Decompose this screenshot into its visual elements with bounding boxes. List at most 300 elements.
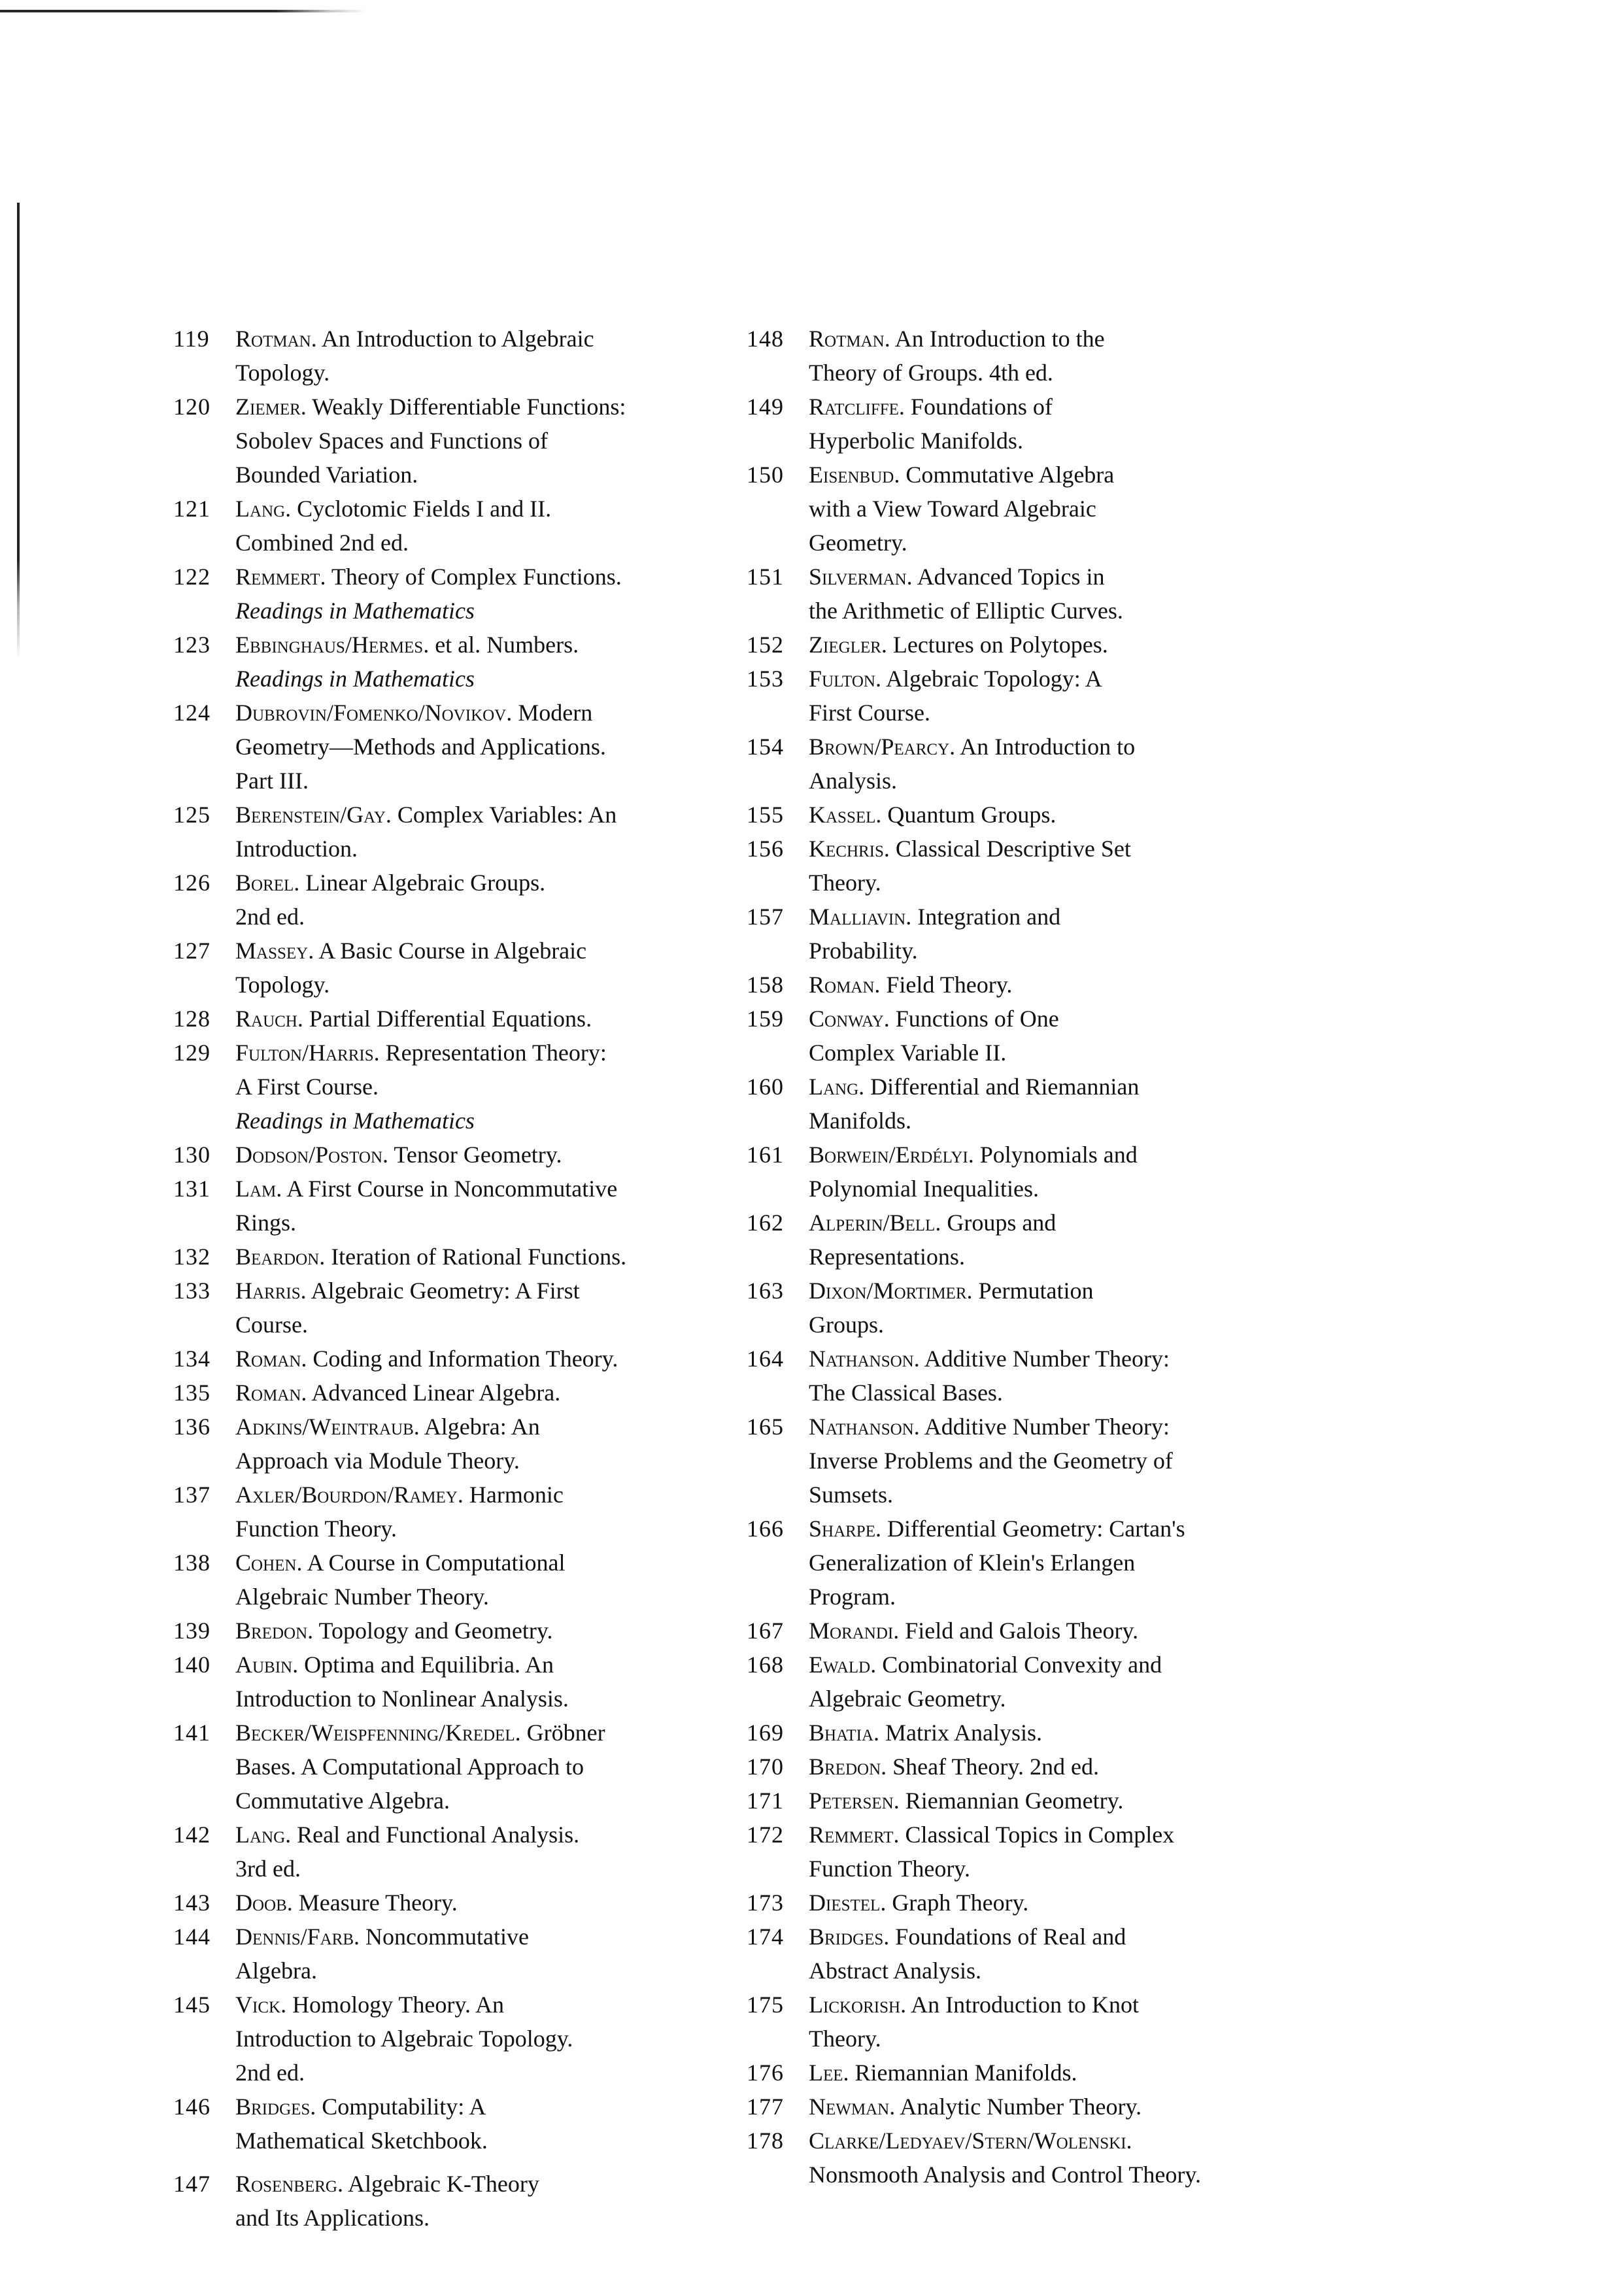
entry-author: Morandi	[809, 1618, 894, 1644]
entry-line	[235, 1648, 736, 1682]
author-period: .	[354, 1924, 366, 1950]
series-entry	[747, 1206, 1309, 1274]
entry-title-text: Riemannian Geometry.	[905, 1788, 1124, 1814]
entry-line: Geometry—Methods and Applications.	[235, 734, 606, 760]
series-entry	[173, 1614, 736, 1648]
entry-number: 162	[747, 1210, 784, 1236]
author-period: .	[875, 666, 886, 692]
entry-number: 168	[747, 1652, 784, 1678]
author-period: .	[874, 972, 887, 998]
entry-author: Ratcliffe	[809, 394, 899, 420]
entry-line: Algebraic Number Theory.	[235, 1584, 489, 1610]
author-period: .	[913, 1414, 924, 1440]
entry-line	[235, 2090, 736, 2124]
entry-line	[809, 1070, 1309, 1104]
entry-author: Harris	[235, 1278, 301, 1304]
series-entry	[173, 2090, 736, 2158]
entry-number: 166	[747, 1516, 784, 1542]
entry-title-text: Homology Theory. An	[292, 1992, 505, 2018]
entry-author: Rotman	[235, 326, 311, 352]
entry-line	[235, 322, 736, 356]
author-period: .	[893, 1788, 905, 1814]
entry-line	[809, 1886, 1309, 1920]
scan-edge-mark	[17, 203, 20, 660]
entry-author: Lang	[235, 1822, 286, 1848]
entry-text	[235, 2090, 736, 2158]
entry-line: Part III.	[235, 768, 309, 794]
entry-line: Abstract Analysis.	[809, 1958, 981, 1984]
entry-author: Lang	[809, 1074, 859, 1100]
entry-author: Dixon/Mortimer	[809, 1278, 967, 1304]
series-entry	[173, 1376, 736, 1410]
author-period: .	[893, 1822, 905, 1848]
entry-text	[235, 1716, 736, 1818]
entry-number: 174	[747, 1924, 784, 1950]
author-period: .	[880, 1890, 892, 1916]
entry-title-text: Weakly Differentiable Functions:	[312, 394, 626, 420]
entry-number: 173	[747, 1890, 784, 1916]
series-entry	[747, 900, 1309, 968]
entry-author: Roman	[809, 972, 875, 998]
entry-line	[235, 628, 736, 662]
entry-title-text: Computability: A	[322, 2094, 486, 2120]
author-period: .	[373, 1040, 386, 1066]
entry-line: Algebra.	[235, 1958, 317, 1984]
series-entry	[747, 1274, 1309, 1342]
entry-text	[809, 1648, 1309, 1716]
entry-text	[809, 1988, 1309, 2056]
entry-line	[809, 628, 1309, 662]
entry-title-text: Graph Theory.	[892, 1890, 1029, 1916]
entry-title-text: Additive Number Theory:	[924, 1414, 1170, 1440]
entry-line	[809, 1988, 1309, 2022]
entry-text	[235, 1002, 736, 1036]
entry-number: 161	[747, 1142, 784, 1168]
entry-title-text: An Introduction to Algebraic	[321, 326, 594, 352]
series-entry	[747, 560, 1309, 628]
author-period: .	[301, 1380, 312, 1406]
entry-title-text: Field Theory.	[886, 972, 1013, 998]
entry-line	[235, 1036, 736, 1070]
series-entry	[173, 1546, 736, 1614]
entry-title-text: Coding and Information Theory.	[313, 1346, 618, 1372]
entry-line	[235, 798, 736, 832]
entry-number: 120	[173, 394, 211, 420]
entry-line	[809, 900, 1309, 934]
entry-number: 130	[173, 1142, 211, 1168]
entry-line	[809, 968, 1309, 1002]
series-entry	[173, 1886, 736, 1920]
entry-title-text: Functions of One	[895, 1006, 1059, 1032]
entry-line	[809, 1784, 1309, 1818]
author-period: .	[913, 1346, 924, 1372]
entry-text	[809, 458, 1309, 560]
entry-number: 169	[747, 1720, 784, 1746]
entry-line: Geometry.	[809, 530, 907, 556]
series-entry	[173, 1002, 736, 1036]
series-entry	[173, 1716, 736, 1818]
entry-text	[809, 900, 1309, 968]
entry-number: 150	[747, 462, 784, 488]
entry-line: Mathematical Sketchbook.	[235, 2128, 488, 2154]
entry-title-text: Permutation	[978, 1278, 1094, 1304]
entry-text	[235, 1274, 736, 1342]
entry-author: Doob	[235, 1890, 287, 1916]
entry-title-text: Optima and Equilibria. An	[304, 1652, 554, 1678]
entry-text	[809, 1410, 1309, 1512]
entry-line	[235, 696, 736, 730]
entry-line: Analysis.	[809, 768, 897, 794]
series-entry	[173, 1920, 736, 1988]
entry-text	[235, 322, 736, 390]
entry-number: 158	[747, 972, 784, 998]
entry-title-text: Groups and	[947, 1210, 1057, 1236]
author-period: .	[292, 1652, 305, 1678]
entry-line	[235, 1546, 736, 1580]
entry-title-text: An Introduction to Knot	[911, 1992, 1140, 2018]
entry-author: Vick	[235, 1992, 281, 2018]
author-period: .	[285, 496, 297, 522]
entry-line	[235, 1818, 736, 1852]
entry-text	[235, 1240, 736, 1274]
entry-line	[809, 390, 1309, 424]
entry-title-text: Lectures on Polytopes.	[892, 632, 1108, 658]
entry-title-text: Linear Algebraic Groups.	[305, 870, 546, 896]
entry-author: Alperin/Bell	[809, 1210, 936, 1236]
author-period: .	[883, 836, 896, 862]
entry-title-text: Complex Variables: An	[397, 802, 617, 828]
entry-line: Commutative Algebra.	[235, 1788, 450, 1814]
entry-line	[809, 730, 1309, 764]
entry-text	[235, 1920, 736, 1988]
author-period: .	[276, 1176, 287, 1202]
series-entry	[747, 2124, 1309, 2192]
entry-author: Diestel	[809, 1890, 881, 1916]
entry-line: Program.	[809, 1584, 896, 1610]
series-entry	[173, 696, 736, 798]
author-period: .	[875, 1516, 887, 1542]
entry-number: 147	[173, 2171, 211, 2197]
entry-text	[235, 628, 736, 696]
entry-author: Fulton/Harris	[235, 1040, 374, 1066]
entry-line	[235, 1988, 736, 2022]
author-period: .	[1126, 2128, 1132, 2154]
entry-text	[235, 390, 736, 492]
series-entry	[747, 2056, 1309, 2090]
author-period: .	[457, 1482, 469, 1508]
entry-text	[235, 1648, 736, 1716]
entry-line: Theory of Groups. 4th ed.	[809, 360, 1053, 386]
series-entry	[173, 1988, 736, 2090]
entry-line: Function Theory.	[235, 1516, 397, 1542]
entry-author: Rosenberg	[235, 2171, 337, 2197]
entry-number: 121	[173, 496, 211, 522]
series-entry	[173, 1478, 736, 1546]
entry-number: 144	[173, 1924, 211, 1950]
entry-text	[235, 696, 736, 798]
author-period: .	[966, 1278, 979, 1304]
entry-number: 171	[747, 1788, 784, 1814]
entry-number: 172	[747, 1822, 784, 1848]
entry-line	[809, 2056, 1309, 2090]
entry-title-text: Quantum Groups.	[887, 802, 1057, 828]
entry-text	[809, 560, 1309, 628]
entry-line	[809, 1818, 1309, 1852]
entry-author: Malliavin	[809, 904, 906, 930]
entry-line	[809, 1342, 1309, 1376]
entry-author: Ebbinghaus/Hermes	[235, 632, 424, 658]
entry-author: Conway	[809, 1006, 884, 1032]
entry-number: 126	[173, 870, 211, 896]
entry-line	[809, 1648, 1309, 1682]
entry-line: Combined 2nd ed.	[235, 530, 409, 556]
entry-line: First Course.	[809, 700, 931, 726]
entry-title-text: An Introduction to the	[894, 326, 1105, 352]
entry-line	[235, 492, 736, 526]
entry-line: Bases. A Computational Approach to	[235, 1754, 584, 1780]
entry-author: Lickorish	[809, 1992, 901, 2018]
entry-author: Berenstein/Gay	[235, 802, 386, 828]
entry-line: the Arithmetic of Elliptic Curves.	[809, 598, 1123, 624]
author-period: .	[423, 632, 435, 658]
author-period: .	[881, 632, 893, 658]
series-entry	[747, 458, 1309, 560]
entry-author: Bridges	[809, 1924, 884, 1950]
entry-line: 3rd ed.	[235, 1856, 301, 1882]
entry-text	[235, 1172, 736, 1240]
entry-text	[235, 1988, 736, 2090]
entry-number: 177	[747, 2094, 784, 2120]
entry-author: Fulton	[809, 666, 875, 692]
entry-author: Bhatia	[809, 1720, 873, 1746]
entry-text	[809, 1818, 1309, 1886]
series-entry	[173, 1274, 736, 1342]
entry-number: 143	[173, 1890, 211, 1916]
entry-title-text: Polynomials and	[979, 1142, 1138, 1168]
series-entry	[173, 934, 736, 1002]
entry-author: Brown/Pearcy	[809, 734, 950, 760]
series-entry	[173, 1342, 736, 1376]
entry-number: 125	[173, 802, 211, 828]
series-entry	[747, 1002, 1309, 1070]
entry-title-text: Foundations of	[910, 394, 1053, 420]
entry-line: Introduction to Nonlinear Analysis.	[235, 1686, 569, 1712]
entry-author: Becker/Weispfenning/Kredel	[235, 1720, 515, 1746]
entry-text	[235, 934, 736, 1002]
author-period: .	[881, 1754, 893, 1780]
entry-number: 138	[173, 1550, 211, 1576]
author-period: .	[308, 938, 319, 964]
entry-text	[235, 866, 736, 934]
series-entry	[173, 1036, 736, 1138]
entry-number: 133	[173, 1278, 211, 1304]
author-period: .	[900, 1992, 911, 2018]
entry-number: 137	[173, 1482, 211, 1508]
entry-author: Borwein/Erdélyi	[809, 1142, 968, 1168]
entry-number: 157	[747, 904, 784, 930]
entry-number: 145	[173, 1992, 211, 2018]
series-entry	[747, 730, 1309, 798]
entry-line	[809, 2124, 1309, 2158]
entry-line	[235, 1614, 736, 1648]
entry-line	[235, 1002, 736, 1036]
series-entry	[747, 2090, 1309, 2124]
entry-author: Cohen	[235, 1550, 297, 1576]
entry-line: Hyperbolic Manifolds.	[809, 428, 1023, 454]
entry-number: 132	[173, 1244, 211, 1270]
entry-number: 153	[747, 666, 784, 692]
entry-text	[235, 1410, 736, 1478]
author-period: .	[300, 394, 313, 420]
series-entry	[173, 1648, 736, 1716]
author-period: .	[935, 1210, 947, 1236]
series-entry	[173, 560, 736, 628]
entry-author: Dennis/Farb	[235, 1924, 354, 1950]
series-entry	[173, 2167, 736, 2235]
entry-line	[809, 1002, 1309, 1036]
series-entry	[747, 390, 1309, 458]
entry-line	[809, 1614, 1309, 1648]
entry-title-text: Real and Functional Analysis.	[297, 1822, 580, 1848]
entry-text	[809, 1920, 1309, 1988]
author-period: .	[320, 564, 331, 590]
entry-number: 148	[747, 326, 784, 352]
entry-title-text: Commutative Algebra	[905, 462, 1115, 488]
entry-title-text: Advanced Topics in	[917, 564, 1105, 590]
entry-number: 134	[173, 1346, 211, 1372]
left-column	[173, 322, 736, 2235]
author-period: .	[906, 564, 917, 590]
entry-line	[809, 1206, 1309, 1240]
entry-number: 127	[173, 938, 211, 964]
entry-line	[235, 934, 736, 968]
entry-author: Remmert	[235, 564, 320, 590]
entry-text	[235, 1036, 736, 1138]
entry-author: Lee	[809, 2060, 843, 2086]
entry-author: Axler/Bourdon/Ramey	[235, 1482, 458, 1508]
entry-text	[809, 2090, 1309, 2124]
entry-title-text: Sheaf Theory. 2nd ed.	[892, 1754, 1100, 1780]
series-entry	[747, 1138, 1309, 1206]
entry-line: Topology.	[235, 972, 330, 998]
entry-author: Nathanson	[809, 1414, 914, 1440]
entry-number: 159	[747, 1006, 784, 1032]
entry-number: 155	[747, 802, 784, 828]
entry-line	[809, 2090, 1309, 2124]
author-period: .	[893, 1618, 905, 1644]
entry-author: Sharpe	[809, 1516, 875, 1542]
series-entry	[747, 1070, 1309, 1138]
entry-title-text: Integration and	[917, 904, 1061, 930]
entry-number: 124	[173, 700, 211, 726]
entry-author: Massey	[235, 938, 309, 964]
entry-line	[235, 1716, 736, 1750]
entry-line: Generalization of Klein's Erlangen	[809, 1550, 1136, 1576]
entry-title-text: Advanced Linear Algebra.	[311, 1380, 561, 1406]
entry-title-text: Topology and Geometry.	[318, 1618, 553, 1644]
entry-line	[235, 1478, 736, 1512]
author-period: .	[949, 734, 960, 760]
entry-author: Ewald	[809, 1652, 871, 1678]
author-period: .	[300, 1278, 311, 1304]
entry-title-text: An Introduction to	[960, 734, 1136, 760]
entry-number: 178	[747, 2128, 784, 2154]
entry-text	[235, 492, 736, 560]
entry-line	[235, 390, 736, 424]
entry-line: Sumsets.	[809, 1482, 894, 1508]
author-period: .	[385, 802, 398, 828]
entry-author: Nathanson	[809, 1346, 914, 1372]
entry-number: 141	[173, 1720, 211, 1746]
entry-title-text: Modern	[518, 700, 593, 726]
entry-line: Course.	[235, 1312, 308, 1338]
entry-line: Inverse Problems and the Geometry of	[809, 1448, 1173, 1474]
entry-number: 170	[747, 1754, 784, 1780]
series-entry	[747, 1818, 1309, 1886]
series-entry	[747, 832, 1309, 900]
entry-text	[235, 1478, 736, 1546]
series-entry	[747, 1342, 1309, 1410]
entry-number: 165	[747, 1414, 784, 1440]
entry-line	[809, 1274, 1309, 1308]
author-period: .	[307, 1618, 319, 1644]
entry-text	[235, 1342, 736, 1376]
entry-title-text: Noncommutative	[365, 1924, 529, 1950]
entry-text	[809, 628, 1309, 662]
entry-text	[809, 832, 1309, 900]
entry-title-text: Differential Geometry: Cartan's	[887, 1516, 1185, 1542]
entry-title-text: Gröbner	[526, 1720, 605, 1746]
entry-number: 129	[173, 1040, 211, 1066]
entry-title-text: Field and Galois Theory.	[905, 1618, 1139, 1644]
entry-text	[809, 798, 1309, 832]
series-entry	[173, 322, 736, 390]
entry-number: 163	[747, 1278, 784, 1304]
series-entry	[747, 1988, 1309, 2056]
series-entry	[173, 1172, 736, 1240]
series-entry	[747, 662, 1309, 730]
entry-author: Dubrovin/Fomenko/Novikov	[235, 700, 507, 726]
entry-line	[235, 1172, 736, 1206]
entry-title-text: Representation Theory:	[385, 1040, 607, 1066]
entry-text	[235, 1546, 736, 1614]
entry-text	[235, 798, 736, 866]
entry-line: and Its Applications.	[235, 2205, 430, 2231]
entry-number: 140	[173, 1652, 211, 1678]
entry-line: Representations.	[809, 1244, 965, 1270]
series-entry	[747, 968, 1309, 1002]
author-period: .	[875, 802, 888, 828]
author-period: .	[968, 1142, 980, 1168]
entry-author: Roman	[235, 1346, 301, 1372]
entry-author: Petersen	[809, 1788, 894, 1814]
entry-line: The Classical Bases.	[809, 1380, 1003, 1406]
entry-text	[809, 1886, 1309, 1920]
entry-line	[809, 1716, 1309, 1750]
entry-text	[809, 2124, 1309, 2192]
author-period: .	[337, 2171, 348, 2197]
entry-line	[235, 1920, 736, 1954]
entry-number: 119	[173, 326, 210, 352]
entry-text	[809, 730, 1309, 798]
entry-title-text: et al. Numbers.	[435, 632, 579, 658]
series-entry	[747, 1648, 1309, 1716]
entry-text	[809, 322, 1309, 390]
entry-author: Adkins/Weintraub	[235, 1414, 414, 1440]
entry-author: Borel	[235, 870, 294, 896]
entry-text	[235, 1376, 736, 1410]
entry-author: Silverman	[809, 564, 907, 590]
